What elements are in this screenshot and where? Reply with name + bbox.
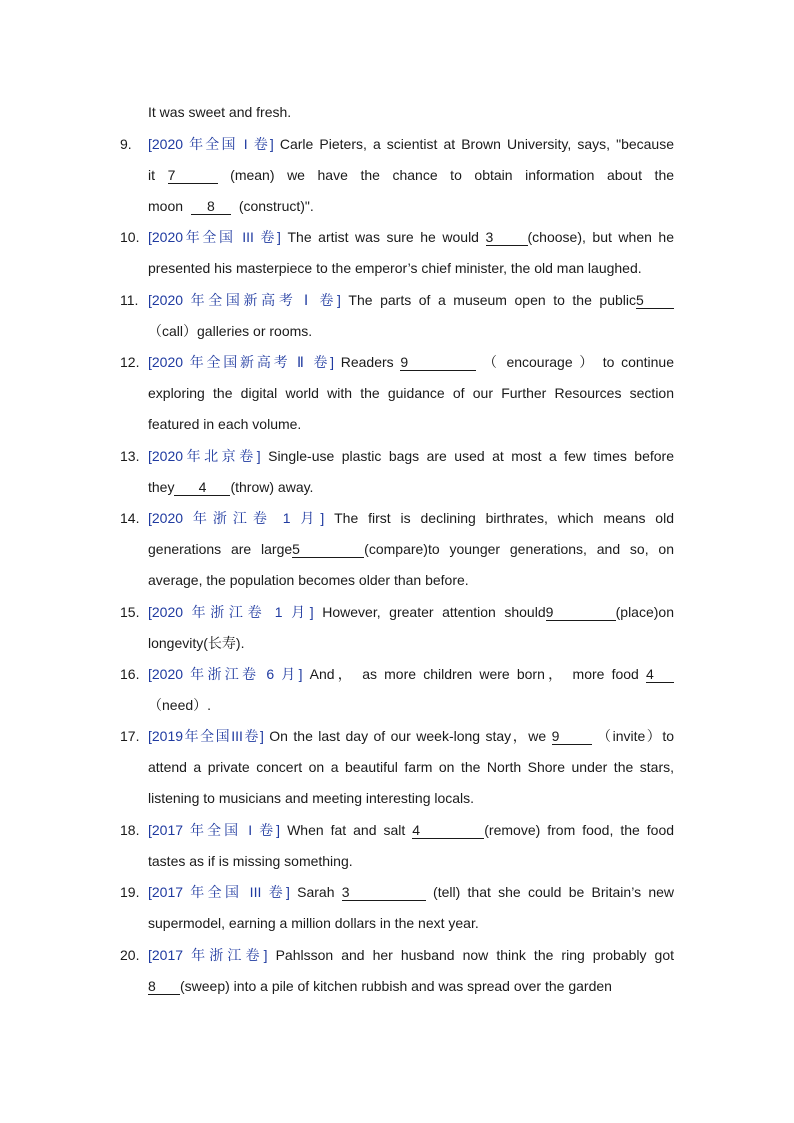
question-text: When fat and salt xyxy=(287,822,406,838)
answer-blank[interactable]: 9 xyxy=(400,355,476,371)
source-tag: [2020 年浙江卷 1 月] xyxy=(148,604,314,620)
question-text: (sweep) into a pile of kitchen rubbish and was spread over the garden xyxy=(180,978,612,994)
question-text: Sarah xyxy=(297,884,335,900)
source-tag: [2020 年全国 I 卷] xyxy=(148,136,274,152)
question-text: The parts of a museum open to the public xyxy=(348,292,636,308)
question-text: (tell) that she could be Britain’s new xyxy=(433,884,675,900)
question-text: it xyxy=(148,167,155,183)
answer-blank[interactable]: 4 xyxy=(412,823,484,839)
answer-blank[interactable]: 5 xyxy=(292,542,364,558)
question-text: Carle Pieters, a scientist at Brown University, says, "because xyxy=(279,136,674,152)
question-text: However, greater attention should xyxy=(322,604,546,620)
question-line xyxy=(148,228,674,246)
question-number: 10. xyxy=(120,229,140,245)
answer-blank[interactable]: 9 xyxy=(552,729,592,745)
answer-blank[interactable]: 3 xyxy=(342,885,426,901)
question-line xyxy=(148,665,674,683)
answer-blank[interactable]: 9 xyxy=(546,605,616,621)
question-line xyxy=(148,291,674,309)
source-tag: [2019年全国III卷] xyxy=(148,728,264,744)
source-tag: [2020 年浙江卷 6 月] xyxy=(148,666,303,682)
question-text: (place)on xyxy=(615,604,674,620)
question-line xyxy=(148,197,674,215)
question-text: The first is declining birthrates, which means old xyxy=(334,510,674,526)
question-line xyxy=(148,478,674,496)
question-text: (compare)to younger generations, and so, on xyxy=(364,541,674,557)
intro-line: It was sweet and fresh. xyxy=(148,104,292,120)
question-line xyxy=(148,946,674,964)
question-text: (throw) away. xyxy=(230,479,314,495)
source-tag: [2020 年全国新高考 Ⅰ 卷] xyxy=(148,292,341,308)
answer-blank[interactable]: 3 xyxy=(486,230,528,246)
question-line xyxy=(148,727,674,745)
question-line xyxy=(148,509,674,527)
question-number: 15. xyxy=(120,604,140,620)
question-text: （ encourage ） to continue xyxy=(483,354,675,370)
question-line xyxy=(148,353,674,371)
answer-blank[interactable]: 4 xyxy=(174,480,230,496)
source-tag: [2020年全国 III 卷] xyxy=(148,229,281,245)
question-text: (remove) from food, the food xyxy=(484,822,675,838)
question-text: Readers xyxy=(340,354,394,370)
question-line: listening to musicians and meeting interesting locals. xyxy=(148,790,475,806)
source-tag: [2017 年全国 III 卷] xyxy=(148,884,290,900)
question-line xyxy=(148,135,674,153)
question-number: 18. xyxy=(120,822,140,838)
question-line: longevity(长寿). xyxy=(148,635,245,651)
question-text: generations are large xyxy=(148,541,293,557)
answer-blank[interactable]: 5 xyxy=(636,293,674,309)
question-line xyxy=(148,603,674,621)
question-text: (choose), but when he xyxy=(527,229,675,245)
answer-blank[interactable]: 8 xyxy=(191,199,231,215)
question-text: (mean) we have the chance to obtain information about the xyxy=(230,167,675,183)
question-number: 19. xyxy=(120,884,140,900)
question-text: （invite）to xyxy=(597,728,675,744)
source-tag: [2017 年全国 I 卷] xyxy=(148,822,281,838)
question-number: 13. xyxy=(120,448,140,464)
source-tag: [2020年北京卷] xyxy=(148,448,261,464)
question-line xyxy=(148,540,674,558)
question-text: And， as more children were born， more food xyxy=(309,666,639,682)
question-number: 12. xyxy=(120,354,140,370)
question-line xyxy=(148,166,674,184)
question-line: average, the population becomes older than before. xyxy=(148,572,469,588)
question-line: tastes as if is missing something. xyxy=(148,853,353,869)
question-number: 9. xyxy=(120,136,132,152)
question-line: supermodel, earning a million dollars in the next year. xyxy=(148,915,479,931)
question-text: Pahlsson and her husband now think the ring probably got xyxy=(275,947,674,963)
question-line: presented his masterpiece to the emperor’s chief minister, the old man laughed. xyxy=(148,260,642,276)
answer-blank[interactable]: 7 xyxy=(168,168,218,184)
question-text: they xyxy=(148,479,175,495)
question-number: 11. xyxy=(120,292,139,308)
question-text: On the last day of our week-long stay，we xyxy=(269,728,547,744)
question-line xyxy=(148,883,674,901)
question-line: （call）galleries or rooms. xyxy=(148,323,313,339)
source-tag: [2020 年全国新高考 Ⅱ 卷] xyxy=(148,354,335,370)
question-line xyxy=(148,821,674,839)
question-number: 20. xyxy=(120,947,140,963)
question-number: 17. xyxy=(120,728,140,744)
question-line: attend a private concert on a beautiful farm on the North Shore under the stars, xyxy=(148,759,674,775)
question-text: Single-use plastic bags are used at most a few times before xyxy=(268,448,674,464)
question-number: 16. xyxy=(120,666,140,682)
question-line xyxy=(148,977,674,995)
source-tag: [2017 年浙江卷] xyxy=(148,947,268,963)
answer-blank[interactable]: 4 xyxy=(646,667,674,683)
question-text: (construct)". xyxy=(238,198,314,214)
question-text: The artist was sure he would xyxy=(287,229,479,245)
question-number: 14. xyxy=(120,510,140,526)
answer-blank[interactable]: 8 xyxy=(148,979,180,995)
question-text: moon xyxy=(148,198,184,214)
question-line: （need）. xyxy=(148,697,212,713)
question-line: featured in each volume. xyxy=(148,416,302,432)
question-line: exploring the digital world with the guidance of our Further Resources section xyxy=(148,385,674,401)
question-line xyxy=(148,447,674,465)
source-tag: [2020 年浙江卷 1 月] xyxy=(148,510,325,526)
